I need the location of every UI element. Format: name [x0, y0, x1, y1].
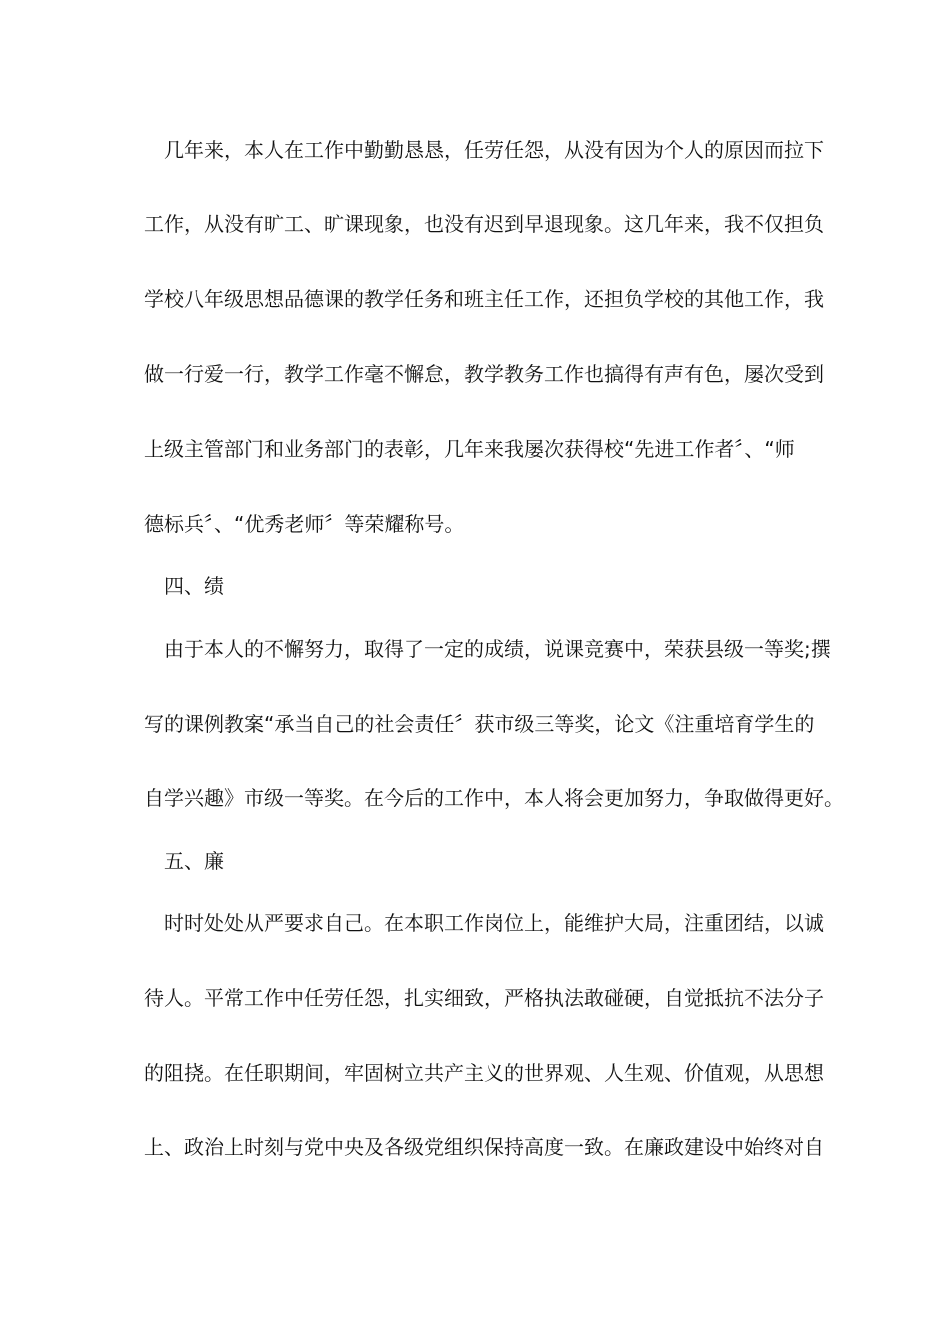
paragraph-line: 工作，从没有旷工、旷课现象，也没有迟到早退现象。这几年来，我不仅担负	[144, 212, 824, 236]
paragraph-line: 做一行爱一行，教学工作毫不懈怠，教学教务工作也搞得有声有色，屡次受到	[144, 362, 824, 386]
paragraph-line: 上、政治上时刻与党中央及各级党组织保持高度一致。在廉政建设中始终对自	[144, 1135, 824, 1159]
section-heading: 五、廉	[144, 849, 224, 873]
paragraph-line: 几年来，本人在工作中勤勤恳恳，任劳任怨，从没有因为个人的原因而拉下	[144, 138, 824, 162]
paragraph-line: 时时处处从严要求自己。在本职工作岗位上，能维护大局，注重团结，以诚	[144, 911, 824, 935]
paragraph-line: 自学兴趣》市级一等奖。在今后的工作中，本人将会更加努力，争取做得更好。	[144, 786, 844, 810]
section-heading: 四、绩	[144, 574, 224, 598]
paragraph-line: 德标兵〞、“优秀老师〞等荣耀称号。	[144, 512, 465, 536]
paragraph-line: 由于本人的不懈努力，取得了一定的成绩，说课竞赛中，荣获县级一等奖;撰	[144, 637, 831, 661]
paragraph-line: 上级主管部门和业务部门的表彰，几年来我屡次获得校“先进工作者〞、“师	[144, 437, 795, 461]
paragraph-line: 的阻挠。在任职期间，牢固树立共产主义的世界观、人生观、价值观，从思想	[144, 1061, 824, 1085]
paragraph-line: 待人。平常工作中任劳任怨，扎实细致，严格执法敢碰硬，自觉抵抗不法分子	[144, 986, 824, 1010]
paragraph-line: 写的课例教案“承当自己的社会责任〞获市级三等奖，论文《注重培育学生的	[144, 712, 815, 736]
paragraph-line: 学校八年级思想品德课的教学任务和班主任工作，还担负学校的其他工作，我	[144, 287, 824, 311]
